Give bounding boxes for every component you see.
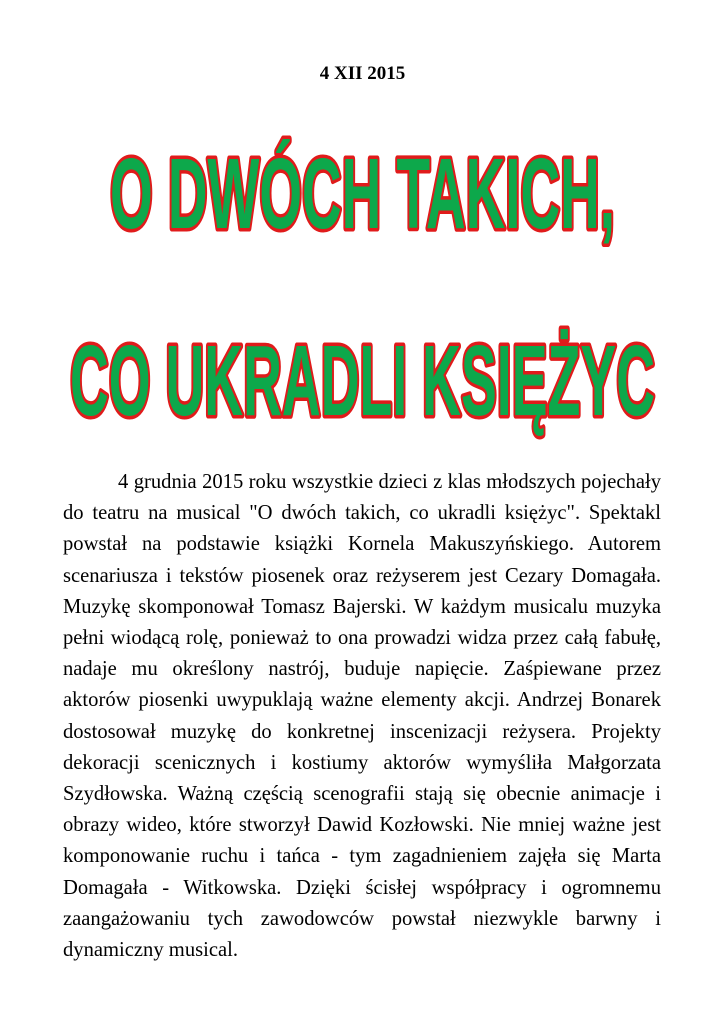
article-body: 4 grudnia 2015 roku wszystkie dzieci z klas młodszych pojechały do teatru na musical "O dwóch takich, co ukradli księżyc". Spektakl powstał na podstawie książki Kornela Makuszyńskiego. Autorem scenariusza i tekstów piosenek oraz reżyserem jest Cezary Domagała. Muzykę skomponował Tomasz Bajerski. W każdym musicalu muzyka pełni wiodącą rolę, ponieważ to ona prowadzi widza przez całą fabułę, nadaje mu określony nastrój, buduje napięcie. Zaśpiewane przez aktorów piosenki uwypuklają ważne elementy akcji. Andrzej Bonarek dostosował muzykę do konkretnej inscenizacji reżysera. Projekty dekoracji scenicznych i kostiumy aktorów wymyśliła Małgorzata Szydłowska. Ważną częścią scenografii stają się obecnie animacje i obrazy wideo, które stworzył Dawid Kozłowski. Nie mniej ważne jest komponowanie ruchu i tańca - tym zagadnieniem zajęła się Marta Domagała - Witkowska. Dzięki ścisłej współpracy i ogromnemu zaangażowaniu tych zawodowców powstał niezwykle barwny i dynamiczny musical.: [63, 471, 661, 962]
article-date: 4 XII 2015: [319, 63, 406, 84]
headline-line-1: [0, 110, 725, 260]
headline-line-2: [0, 290, 725, 440]
headline-line-1-text: O DWÓCH TAKICH,: [110, 138, 615, 250]
headline-line-2-text: CO UKRADLI KSIĘŻYC: [70, 325, 655, 437]
